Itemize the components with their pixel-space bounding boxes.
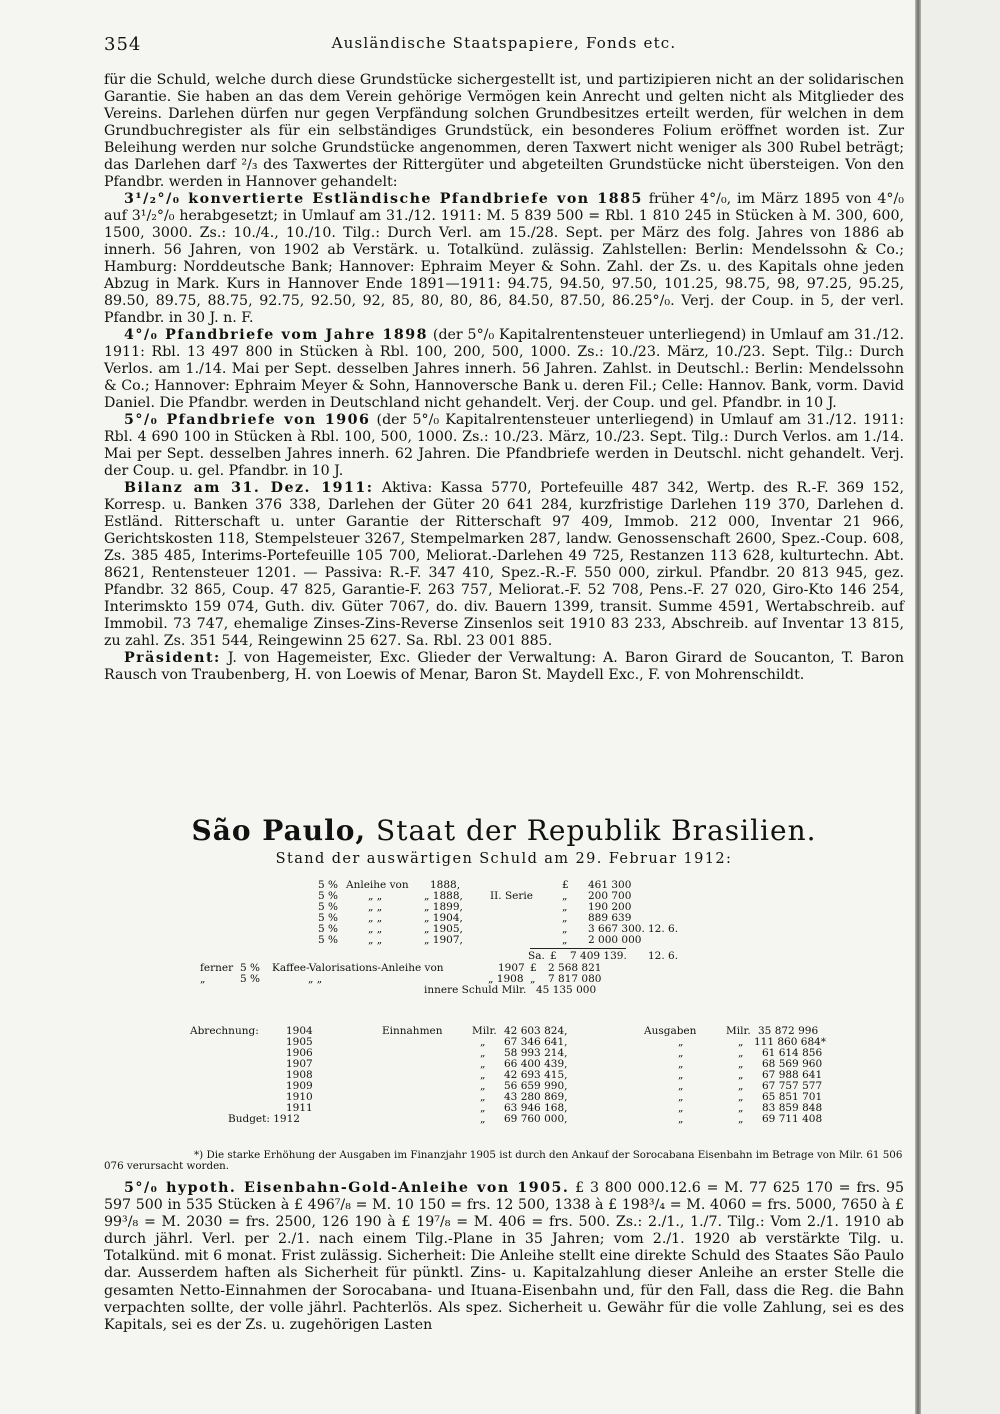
table-row: 5 % „ „ „ 1899, „ 190 200 [318, 901, 632, 913]
section-bilanz [104, 480, 904, 650]
table-row: 1909 „ 56 659 990, „ „ 67 757 577 [286, 1080, 823, 1092]
section-railway-loan [104, 1180, 904, 1334]
table-row: 5 % „ „ „ 1907, „ 2 000 000 [318, 934, 642, 946]
main-text [104, 72, 904, 684]
section-heading: 5°/₀ Pfandbriefe von 1906 [124, 412, 371, 428]
section-text: Aktiva: Kassa 5770, Portefeuille 487 342, Wertp. des R.-F. 369 152, Korresp. u. Banken 376 338, Darlehen der Güter 20 641 284, kurzfristige Darlehen 119 370, Darlehen d. Estländ. Ritterschaft u. unter Garantie der Ritterschaft 97 409, Immob. 212 000, Inventar 21 966, Gerichtskosten 118, Stempelsteuer 3267, Stempelmarken 287, landw. Genossenschaft 2600, Spez.-Coup. 608, Zs. 385 485, Interims-Portefeuille 105 700, Meliorat.-Darlehen 49 725, Restanzen 113 628, kulturtechn. Abt. 8621, Rentensteuer 1201. — Passiva: R.-F. 347 410, Spez.-R.-F. 550 000, zirkul. Pfandbr. 20 813 945, gez. Pfandbr. 32 865, Coup. 47 825, Garantie-F. 263 757, Meliorat.-F. 52 708, Pens.-F. 27 020, Giro-Kto 146 254, Interimskto 159 074, Guth. div. Güter 7067, do. div. Bauern 1399, transit. Summe 4591, Wertabschreib. auf Immobil. 73 747, ehemalige Zinses-Zins-Reverse Zinsenlos seit 1910 83 233, Abschreib. auf Inventar 13 815, zu zahl. Zs. 351 544, Reingewinn 25 627. Sa. Rbl. 23 001 885. [104, 480, 905, 649]
table-row: ferner 5 % Kaffee-Valorisations-Anleihe von 1907 £ 2 568 821 [200, 962, 602, 974]
table-row: innere Schuld Milr. 45 135 000 [424, 984, 597, 996]
state-subtitle: Staat der Republik Brasilien. [376, 814, 817, 847]
section-text: £ 3 800 000.12.6 = M. 77 625 170 = frs. 95 597 500 in 535 Stücken à £ 496⁷/₈ = M. 10 150 = frs. 12 500, 1338 à £ 198³/₄ = M. 4060 = frs. 5000, 7650 à £ 99³/₈ = M. 2030 = frs. 2500, 126 190 à £ 19⁷/₈ = M. 406 = frs. 500. Zs.: 2./1., 1./7. Tilg.: Vom 2./1. 1910 ab durch jährl. Verl. per 2./1. nach einem Tilg.-Plane in 35 Jahren; vom 2./1. 1920 ab verstärkte Tilg. u. Totalkünd. mit 6 monat. Frist zulässig. Sicherheit: Die Anleihe stellt eine direkte Schuld des Staates São Paulo dar. Ausserdem haften als Sicherheit für pünktl. Zins- u. Kapitalzahlung dieser Anleihe an erster Stelle die gesamten Netto-Einnahmen der Sorocabana- und Ituana-Eisenbahn und, für den Fall, dass die Reg. die Bahn verpachten sollte, der volle jährl. Pachterlös. Als spez. Sicherheit u. Gewähr für die volle Zahlung, sei es des Kapitals, sei es der Zs. u. zugehörigen Lasten [104, 1180, 905, 1333]
section-text: (der 5°/₀ Kapitalrentensteuer unterliegend) in Umlauf am 31./12. 1911: Rbl. 4 690 100 in Stücken à Rbl. 100, 500, 1000. Zs.: 10./23. März, 10./23. Sept. Tilg.: Durch Verlos. am 1./14. Mai per Sept. desselben Jahres innerh. 62 Jahren. Die Pfandbriefe werden in Deutschl. nicht gehandelt. Verj. der Coup. u. gel. Pfandbr. in 10 J. [104, 412, 904, 479]
coffee-loan-table [200, 963, 700, 996]
accounts-header-row: Abrechnung: 1904 Einnahmen Milr. 42 603 824, Ausgaben Milr. 35 872 996 [190, 1025, 819, 1037]
table-row: 1911 „ 63 946 168, „ „ 83 859 848 [286, 1102, 823, 1114]
state-name: São Paulo, [191, 814, 367, 847]
section-heading: 3¹/₂°/₀ konvertierte Estländische Pfandbriefe von 1885 [124, 191, 643, 207]
table-row: 1908 „ 42 693 415, „ „ 67 988 641 [286, 1069, 823, 1081]
intro-paragraph: für die Schuld, welche durch diese Grundstücke sichergestellt ist, und partizipieren nicht an der solidarischen Garantie. Sie haben an das dem Verein gehörige Vermögen kein Anrecht und gelten nicht als Mitglieder des Vereins. Darlehen dürfen nur gegen Verpfändung solchen Grundbesitzes erteilt werden, für welchen in dem Grundbuchregister als für ein selbständiges Grundstück, ein besonderes Folium eröffnet worden ist. Zur Beleihung werden nur solche Grundstücke angenommen, deren Taxwert nicht weniger als 300 Rubel beträgt; das Darlehen darf ²/₃ des Taxwertes der Rittergüter und abgeteilten Grundstücke nicht übersteigen. Von den Pfandbr. werden in Hannover gehandelt: [104, 72, 904, 190]
table-row: 1910 „ 43 280 869, „ „ 65 851 701 [286, 1091, 823, 1103]
section-text: früher 4°/₀, im März 1895 von 4°/₀ auf 3¹/₂°/₀ herabgesetzt; in Umlauf am 31./12. 1911: M. 5 839 500 = Rbl. 1 810 245 in Stücken à M. 300, 600, 1500, 3000. Zs.: 10./4., 10./10. Tilg.: Durch Verl. am 15./28. Sept. per März des folg. Jahres von 1886 ab innerh. 56 Jahren, von 1902 ab Verstärk. u. Totalkünd. zulässig. Zahlstellen: Berlin: Mendelssohn & Co.; Hamburg: Norddeutsche Bank; Hannover: Ephraim Meyer & Sohn. Zahl. der Zs. u. des Kapitals ohne jeden Abzug in Mark. Kurs in Hannover Ende 1891—1911: 94.75, 94.50, 97.50, 101.25, 98.75, 98, 97.25, 95.25, 89.50, 89.75, 88.75, 92.75, 92.50, 92, 85, 80, 80, 86, 84.50, 87.50, 86.25°/₀. Verj. der Coup. in 5, der verl. Pfandbr. in 30 J. n. F. [104, 191, 904, 326]
debt-status-title: Stand der auswärtigen Schuld am 29. Februar 1912: [275, 851, 733, 867]
table-row: 1905 „ 67 346 641, „ „ 111 860 684* [286, 1036, 827, 1048]
sum-rule [530, 948, 626, 949]
section-heading: 5°/₀ hypoth. Eisenbahn-Gold-Anleihe von 1905. [124, 1180, 570, 1196]
table-row: 1906 „ 58 993 214, „ „ 61 614 856 [286, 1047, 823, 1059]
section-praesident [104, 650, 904, 684]
footnote: *) Die starke Erhöhung der Ausgaben im Finanzjahr 1905 ist durch den Ankauf der Sorocabana Eisenbahn im Betrage von Milr. 61 506 076 verursacht worden. [104, 1149, 903, 1172]
table-row: „ 5 % „ „ „ 1908 „ 7 817 080 [200, 973, 602, 985]
table-row: 5 % „ „ „ 1905, „ 3 667 300. 12. 6. [318, 923, 679, 935]
page-header [104, 34, 904, 56]
table-row: Budget: 1912 „ 69 760 000, „ „ 69 711 408 [228, 1113, 823, 1125]
table-row: Sa. £ 7 409 139. 12. 6. [528, 950, 679, 962]
state-title-block [104, 815, 904, 867]
section-estl-1885 [104, 191, 904, 327]
railway-loan-text [104, 1180, 904, 1334]
table-row: 5 % „ „ „ 1888, II. Serie „ 200 700 [318, 890, 632, 902]
section-heading: 4°/₀ Pfandbriefe vom Jahre 1898 [124, 327, 429, 343]
loan-total [318, 951, 708, 962]
section-pfandbriefe-1906 [104, 412, 904, 480]
running-title: Ausländische Staatspapiere, Fonds etc. [331, 34, 677, 52]
section-pfandbriefe-1898 [104, 327, 904, 412]
accounts-table [190, 1026, 870, 1125]
loan-table [318, 880, 708, 946]
section-text: (der 5°/₀ Kapitalrentensteuer unterliegend) in Umlauf am 31./12. 1911: Rbl. 13 497 800 in Stücken à Rbl. 100, 200, 500, 1000. Zs.: 10./23. März, 10./23. Sept. Tilg.: Durch Verlos. am 1./14. Mai per Sept. desselben Jahres innerh. 56 Jahren. Zahlst. in Deutschl.: Berlin: Mendelssohn & Co.; Hannover: Ephraim Meyer & Sohn, Hannoversche Bank u. deren Fil.; Celle: Hannov. Bank, vorm. David Daniel. Die Pfandbr. werden in Deutschland nicht gehandelt. Verj. der Coup. und gel. Pfandbr. in 10 J. [104, 327, 904, 411]
table-row: 1907 „ 66 400 439, „ „ 68 569 960 [286, 1058, 823, 1070]
section-heading: Bilanz am 31. Dez. 1911: [124, 480, 374, 496]
section-heading: Präsident: [124, 650, 221, 666]
state-title [104, 815, 904, 847]
section-text: J. von Hagemeister, Exc. Glieder der Verwaltung: A. Baron Girard de Soucanton, T. Baron Rausch von Traubenberg, H. von Loewis of Menar, Baron St. Maydell Exc., F. von Mohrenschildt. [104, 650, 904, 683]
facing-page-edge [921, 0, 1000, 1414]
table-row: 5 % „ „ „ 1904, „ 889 639 [318, 912, 632, 924]
page-number: 354 [104, 34, 142, 55]
table-row: 5 % Anleihe von 1888, £ 461 300 [318, 879, 632, 891]
